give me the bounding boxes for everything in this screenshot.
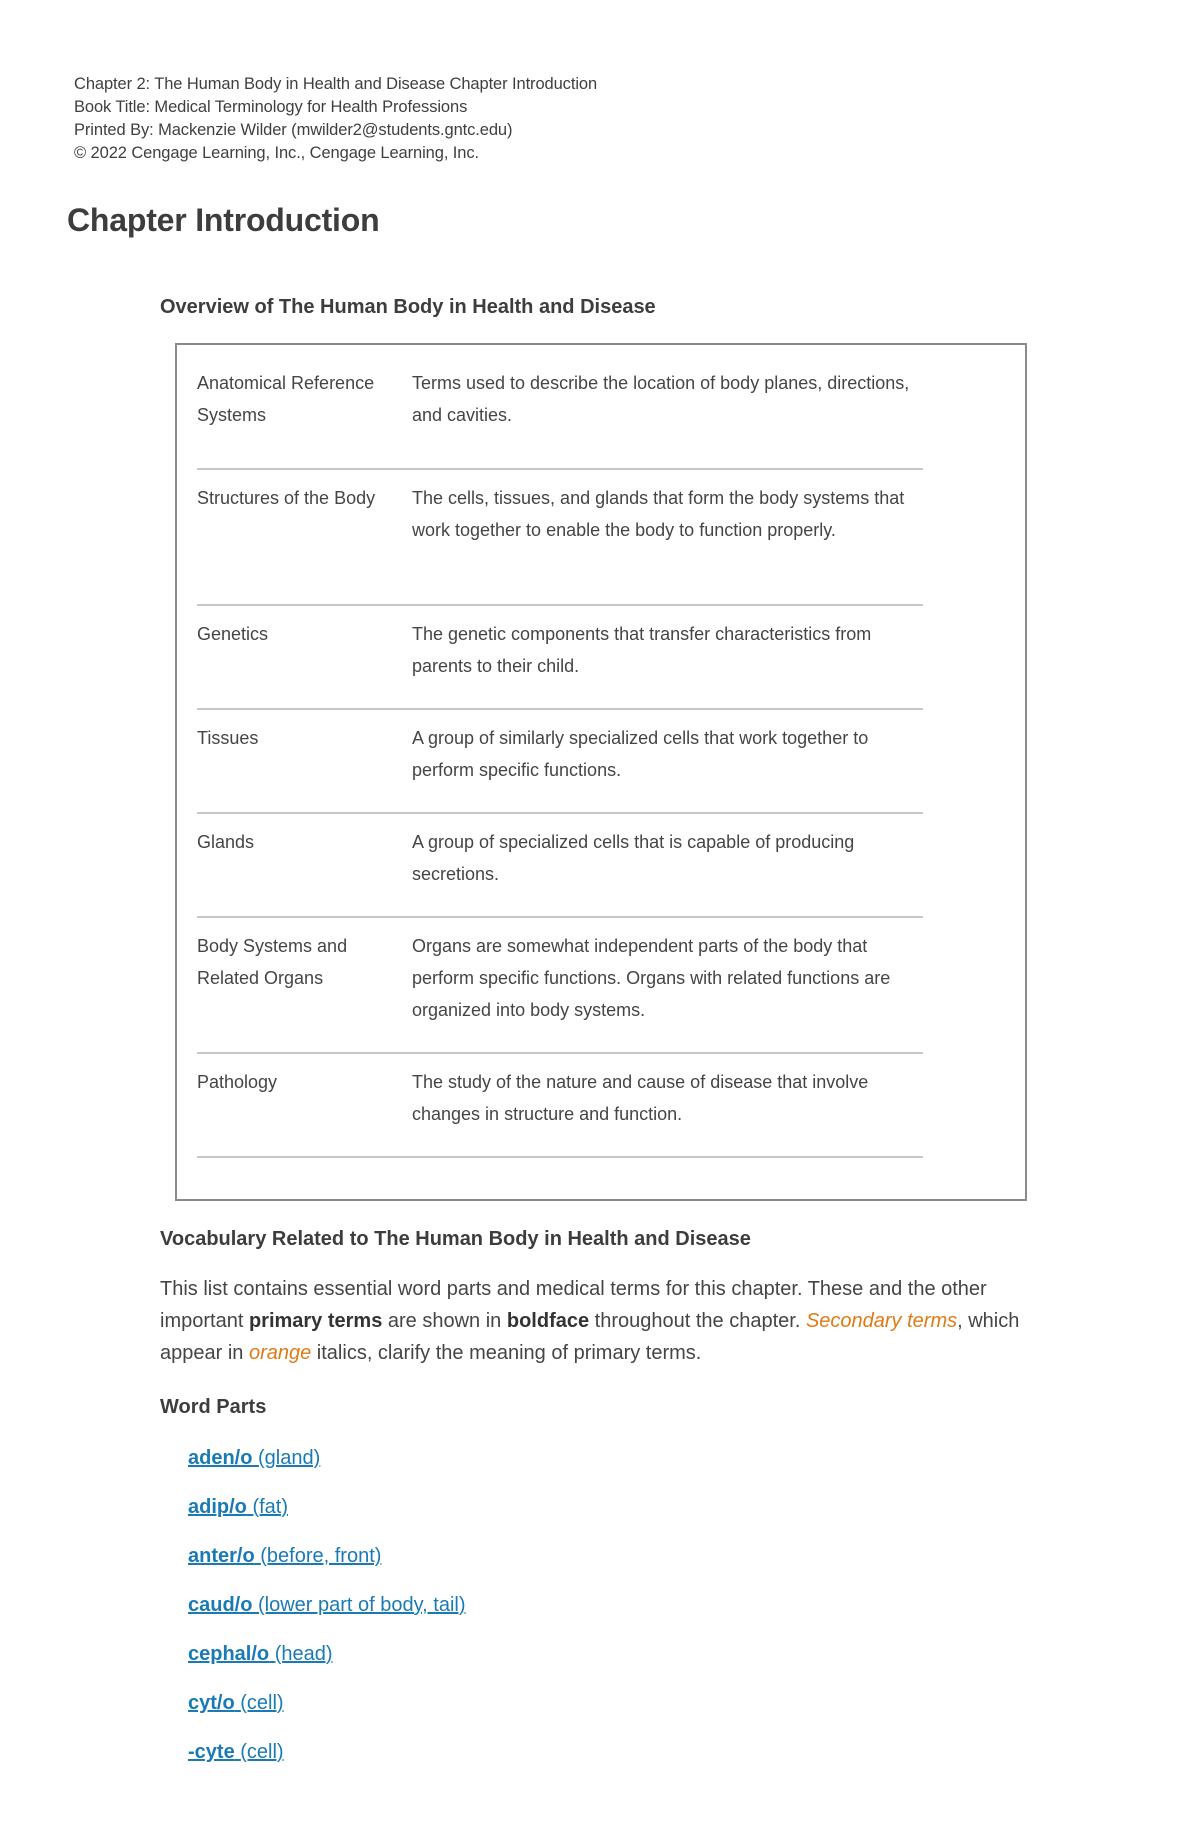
table-row (197, 365, 923, 469)
list-item (188, 1689, 466, 1738)
word-part-meaning: (lower part of body, tail) (258, 1594, 466, 1616)
overview-table (197, 365, 923, 1158)
word-part-term: cyt/o (188, 1692, 235, 1714)
print-header (74, 73, 597, 165)
table-row (197, 605, 923, 709)
overview-term: Tissues (197, 709, 412, 813)
word-part-meaning: (gland) (258, 1447, 321, 1469)
overview-definition: A group of specialized cells that is capable of producing secretions. (412, 813, 923, 917)
overview-definition: Organs are somewhat independent parts of the body that perform specific functions. Organs with related functions are organized into body systems. (412, 917, 923, 1053)
header-chapter-line: Chapter 2: The Human Body in Health and Disease Chapter Introduction (74, 75, 598, 93)
intro-text: italics, clarify the meaning of primary terms. (311, 1342, 702, 1364)
overview-term: Anatomical Reference Systems (197, 365, 412, 469)
vocabulary-heading: Vocabulary Related to The Human Body in Health and Disease (160, 1228, 751, 1250)
word-part-term: cephal/o (188, 1643, 270, 1665)
secondary-terms-emphasis: Secondary terms (805, 1310, 958, 1332)
word-part-term: anter/o (188, 1545, 255, 1567)
header-printed-by-line: Printed By: Mackenzie Wilder (mwilder2@students.gntc.edu) (74, 121, 513, 139)
table-row (197, 813, 923, 917)
word-part-link[interactable] (188, 1496, 288, 1518)
word-part-term: aden/o (188, 1447, 253, 1469)
table-row (197, 1053, 923, 1157)
boldface-emphasis: boldface (506, 1310, 590, 1332)
word-part-meaning: (fat) (252, 1496, 289, 1518)
word-part-link[interactable] (188, 1692, 284, 1714)
intro-text: , which appear in (160, 1310, 1020, 1364)
word-part-term: caud/o (188, 1594, 253, 1616)
overview-box (175, 343, 1027, 1201)
overview-term: Body Systems and Related Organs (197, 917, 412, 1053)
intro-text: are shown in (382, 1310, 507, 1332)
overview-definition: The study of the nature and cause of disease that involve changes in structure and function. (412, 1053, 923, 1157)
intro-text: throughout the chapter. (589, 1310, 806, 1332)
word-part-meaning: (before, front) (260, 1545, 382, 1567)
word-part-link[interactable] (188, 1545, 381, 1567)
word-parts-heading: Word Parts (160, 1396, 267, 1418)
list-item (188, 1542, 466, 1591)
list-item (188, 1640, 466, 1689)
vocabulary-intro-paragraph (160, 1273, 1040, 1369)
word-part-meaning: (head) (274, 1643, 333, 1665)
overview-term: Genetics (197, 605, 412, 709)
word-parts-list (188, 1444, 466, 1787)
word-part-link[interactable] (188, 1643, 333, 1665)
list-item (188, 1493, 466, 1542)
overview-term: Pathology (197, 1053, 412, 1157)
word-part-link[interactable] (188, 1594, 466, 1616)
page-title: Chapter Introduction (67, 202, 380, 238)
overview-definition: A group of similarly specialized cells that work together to perform specific functions. (412, 709, 923, 813)
overview-definition: The genetic components that transfer characteristics from parents to their child. (412, 605, 923, 709)
list-item (188, 1738, 466, 1787)
overview-term: Structures of the Body (197, 469, 412, 605)
word-part-link[interactable] (188, 1447, 320, 1469)
overview-definition: Terms used to describe the location of body planes, directions, and cavities. (412, 365, 923, 469)
overview-heading: Overview of The Human Body in Health and Disease (160, 296, 656, 318)
word-part-term: -cyte (188, 1741, 235, 1763)
table-row (197, 917, 923, 1053)
word-part-link[interactable] (188, 1741, 284, 1763)
intro-text: This list contains essential word parts and medical terms for this chapter. These and the other important (160, 1278, 987, 1332)
word-part-meaning: (cell) (240, 1741, 284, 1763)
table-row (197, 469, 923, 605)
primary-terms-emphasis: primary terms (248, 1310, 383, 1332)
overview-term: Glands (197, 813, 412, 917)
word-part-term: adip/o (188, 1496, 247, 1518)
list-item (188, 1444, 466, 1493)
word-part-meaning: (cell) (240, 1692, 284, 1714)
header-copyright-line: © 2022 Cengage Learning, Inc., Cengage Learning, Inc. (74, 144, 479, 162)
table-row (197, 709, 923, 813)
header-book-title-line: Book Title: Medical Terminology for Health Professions (74, 98, 468, 116)
overview-definition: The cells, tissues, and glands that form the body systems that work together to enable the body to function properly. (412, 469, 923, 605)
list-item (188, 1591, 466, 1640)
orange-emphasis: orange (248, 1342, 312, 1364)
